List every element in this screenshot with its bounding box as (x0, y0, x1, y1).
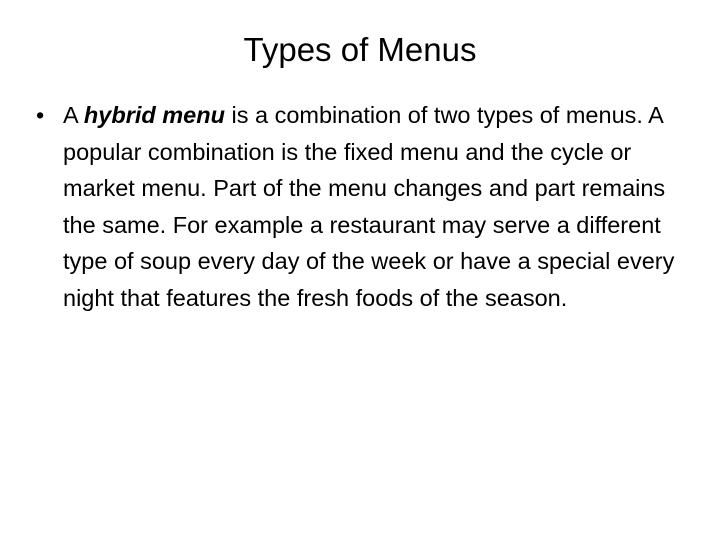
slide-title: Types of Menus (243, 31, 477, 68)
slide-body (36, 97, 676, 317)
bullet-emphasis-term: hybrid menu (83, 102, 225, 128)
bullet-item (36, 97, 676, 317)
bullet-marker: • (36, 102, 45, 128)
bullet-text-rest: is a combination of two types of menus. A popular combination is the fixed menu and the cycle or market menu. Part of the menu changes and part remains the same. For example a restaurant may serve a different type of soup every day of the week or have a special every night that features the fresh foods of the season. (63, 102, 675, 311)
bullet-text-prefix: A (63, 102, 84, 128)
